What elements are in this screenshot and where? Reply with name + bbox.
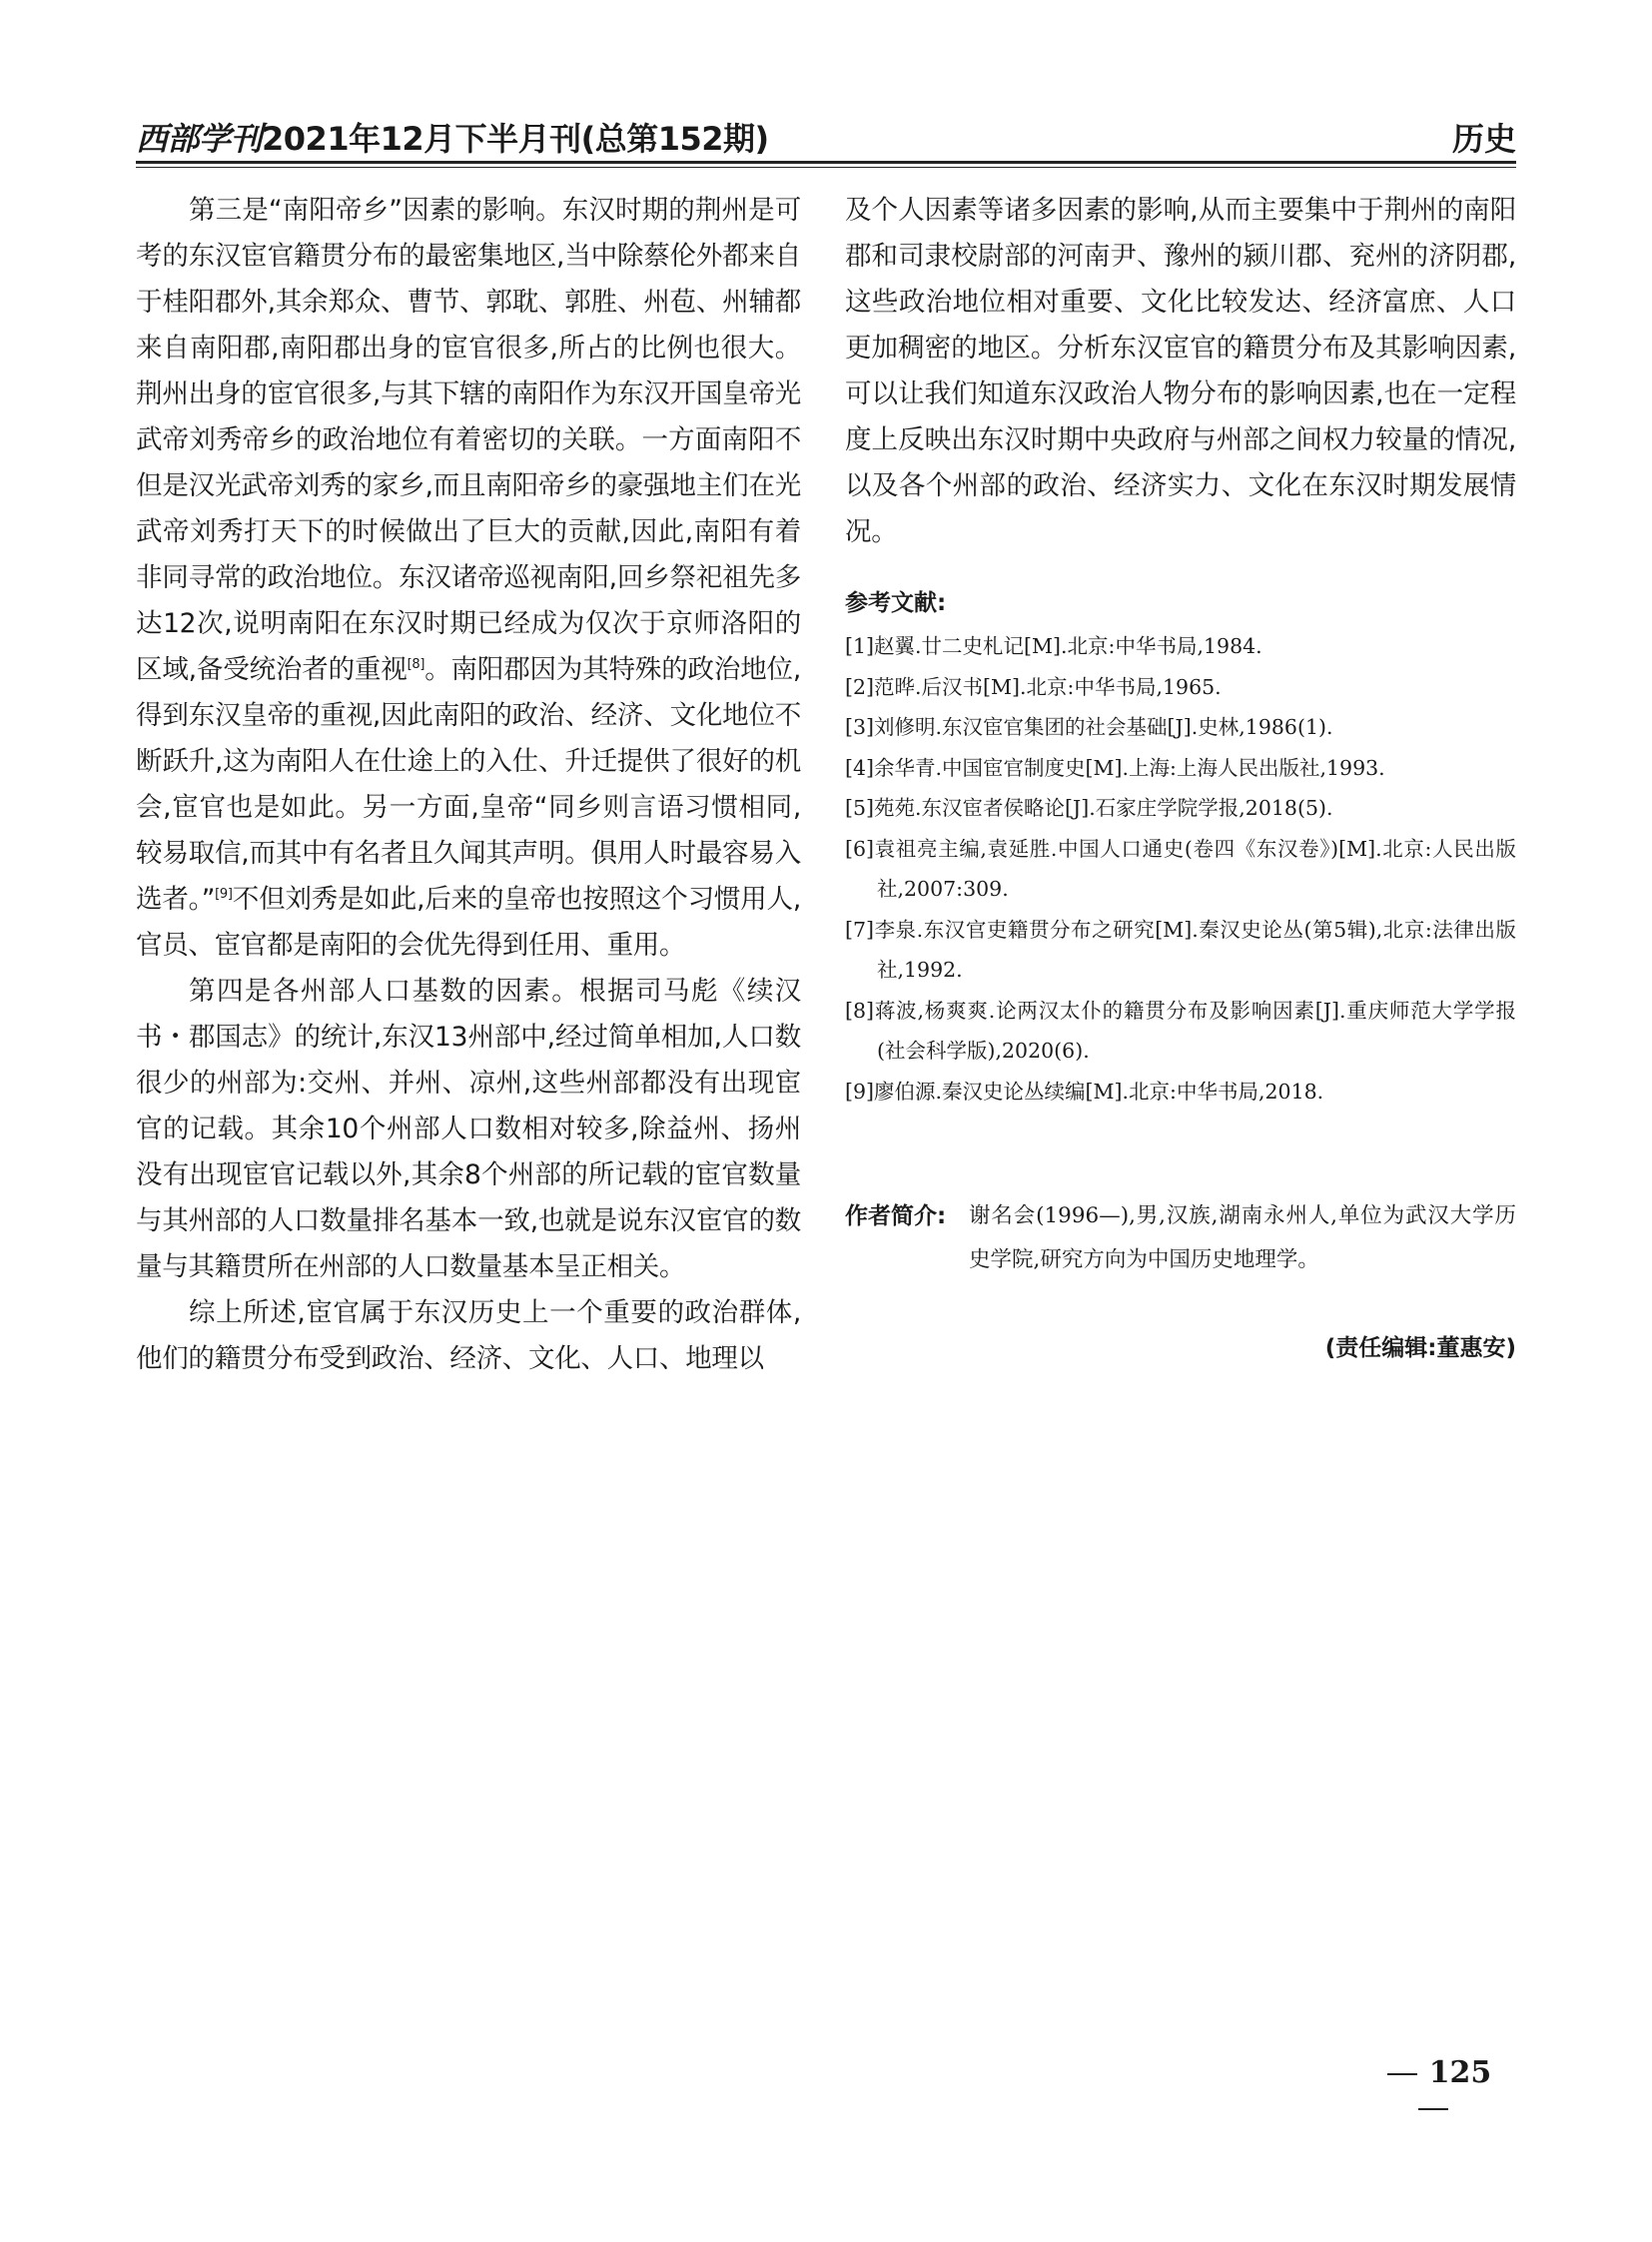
paragraph-text: 。南阳郡因为其特殊的政治地位,得到东汉皇帝的重视,因此南阳的政治、经济、文化地位不断跃升,这为南阳人在仕途上的入仕、升迁提供了很好的机会,宦官也是如此。另一方面,皇帝“同乡则言语习惯相同,较易取信,而其中有名者且久闻其声明。俱用人时最容易入选者。” bbox=[136, 654, 801, 915]
citation: [9] bbox=[215, 887, 233, 903]
right-column bbox=[845, 188, 1516, 555]
header-rule-thin bbox=[136, 167, 1516, 168]
paragraph-text: 第三是“南阳帝乡”因素的影响。东汉时期的荆州是可考的东汉宦官籍贯分布的最密集地区,当中除蔡伦外都来自于桂阳郡外,其余郑众、曹节、郭耽、郭胜、州苞、州辅都来自南阳郡,南阳郡出身的宦官很多,所占的比例也很大。荆州出身的宦官很多,与其下辖的南阳作为东汉开国皇帝光武帝刘秀帝乡的政治地位有着密切的关联。一方面南阳不但是汉光武帝刘秀的家乡,而且南阳帝乡的豪强地主们在光武帝刘秀打天下的时候做出了巨大的贡献,因此,南阳有着非同寻常的政治地位。东汉诸帝巡视南阳,回乡祭祀祖先多达12次,说明南阳在东汉时期已经成为仅次于京师洛阳的区域,备受统治者的重视 bbox=[136, 195, 801, 685]
editor-credit: (责任编辑:董惠安) bbox=[1324, 1335, 1516, 1361]
paragraph-text: 不但刘秀是如此,后来的皇帝也按照这个习惯用人,官员、宦官都是南阳的会优先得到任用、重用。 bbox=[136, 884, 801, 961]
references-list bbox=[845, 626, 1516, 1112]
issue-label: 2021年12月下半月刊(总第152期) bbox=[262, 120, 769, 158]
author-text: 谢名会(1996—),男,汉族,湖南永州人,单位为武汉大学历史学院,研究方向为中国历史地理学。 bbox=[969, 1203, 1516, 1272]
left-column bbox=[136, 188, 801, 1382]
reference-item: [6]袁祖亮主编,袁延胜.中国人口通史(卷四《东汉卷》)[M].北京:人民出版社,2007:309. bbox=[845, 836, 1516, 901]
dash-left bbox=[1387, 2073, 1417, 2075]
header-rule bbox=[136, 161, 1516, 164]
reference-item: [4]余华青.中国宦官制度史[M].上海:上海人民出版社,1993. bbox=[845, 755, 1385, 780]
paragraph: 及个人因素等诸多因素的影响,从而主要集中于荆州的南阳郡和司隶校尉部的河南尹、豫州的颍川郡、兖州的济阴郡,这些政治地位相对重要、文化比较发达、经济富庶、人口更加稠密的地区。分析东汉宦官的籍贯分布及其影响因素,可以让我们知道东汉政治人物分布的影响因素,也在一定程度上反映出东汉时期中央政府与州部之间权力较量的情况,以及各个州部的政治、经济实力、文化在东汉时期发展情况。 bbox=[845, 195, 1516, 547]
reference-item: [3]刘修明.东汉宦官集团的社会基础[J].史林,1986(1). bbox=[845, 715, 1333, 739]
citation: [8] bbox=[407, 657, 425, 673]
reference-item: [8]蒋波,杨爽爽.论两汉太仆的籍贯分布及影响因素[J].重庆师范大学学报(社会科学版),2020(6). bbox=[845, 998, 1516, 1063]
page-number-text: 125 bbox=[1428, 2055, 1492, 2090]
reference-item: [1]赵翼.廿二史札记[M].北京:中华书局,1984. bbox=[845, 634, 1262, 658]
paragraph: 综上所述,宦官属于东汉历史上一个重要的政治群体,他们的籍贯分布受到政治、经济、文化、人口、地理以 bbox=[136, 1297, 801, 1374]
reference-item: [7]李泉.东汉官吏籍贯分布之研究[M].秦汉史论丛(第5辑),北京:法律出版社,1992. bbox=[845, 917, 1516, 982]
journal-issue bbox=[136, 114, 769, 160]
paragraph bbox=[136, 188, 801, 969]
page-header bbox=[136, 108, 1516, 160]
paragraph: 第四是各州部人口基数的因素。根据司马彪《续汉书・郡国志》的统计,东汉13州部中,经过简单相加,人口数很少的州部为:交州、并州、凉州,这些州部都没有出现宦官的记载。其余10个州部人口数相对较多,除益州、扬州没有出现宦官记载以外,其余8个州部的所记载的宦官数量与其州部的人口数量排名基本一致,也就是说东汉宦官的数量与其籍贯所在州部的人口数量基本呈正相关。 bbox=[136, 976, 801, 1282]
dash-right bbox=[1418, 2108, 1448, 2110]
page-number bbox=[1350, 2055, 1516, 2095]
author-label: 作者简介: bbox=[845, 1203, 947, 1229]
section-title: 历史 bbox=[1451, 120, 1516, 158]
author-bio bbox=[845, 1194, 1516, 1282]
reference-item: [2]范晔.后汉书[M].北京:中华书局,1965. bbox=[845, 674, 1222, 699]
journal-logo: 西部学刊 bbox=[136, 120, 263, 158]
reference-item: [9]廖伯源.秦汉史论丛续编[M].北京:中华书局,2018. bbox=[845, 1079, 1324, 1104]
reference-item: [5]苑苑.东汉宦者侯略论[J].石家庄学院学报,2018(5). bbox=[845, 796, 1333, 820]
references-title: 参考文献: bbox=[845, 590, 947, 616]
